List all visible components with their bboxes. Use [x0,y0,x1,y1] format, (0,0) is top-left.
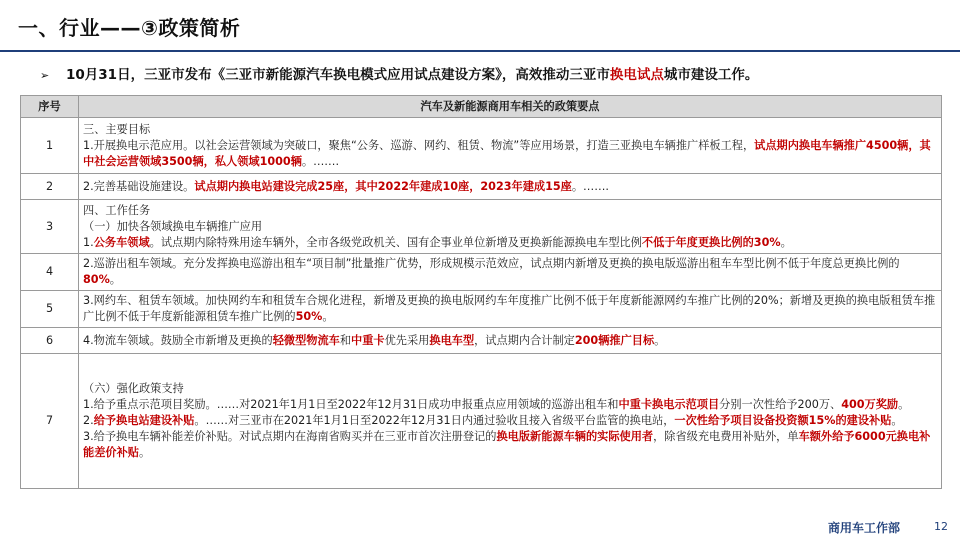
highlight-text: 中重卡 [351,333,385,347]
table-row [21,200,942,254]
row-content: 三、主要目标 1.开展换电示范应用。以社会运营领域为突破口，聚焦“公务、巡游、网约、租赁、物流”等应用场景，打造三亚换电车辆推广样板工程，试点期内换电车辆推广4500辆，其中社会运营领域3500辆，私人领域1000辆。……. [79,118,942,174]
row-number: 3 [21,200,79,254]
highlight-text: 试点期内换电站建设完成25座，其中2022年建成10座，2023年建成15座 [194,179,572,193]
highlight-text: 试点期内换电车辆推广4500辆，其中社会运营领域3500辆，私人领域1000辆 [83,138,931,168]
row-number: 2 [21,174,79,200]
highlight-text: 50% [295,310,323,323]
row-number: 1 [21,118,79,174]
table-header-row [21,96,942,118]
subsection-heading: （一）加快各领域换电车辆推广应用 [83,219,263,233]
row-number: 4 [21,254,79,291]
title-divider [0,50,960,52]
highlight-text: 换电版新能源车辆的实际使用者 [496,430,654,443]
subsection-heading: （六）强化政策支持 [83,382,184,395]
table-row [21,291,942,328]
row-content: 4.物流车领域。鼓励全市新增及更换的轻微型物流车和中重卡优先采用换电车型，试点期内合计制定200辆推广目标。 [79,328,942,354]
section-heading: 四、工作任务 [83,203,151,217]
row-content: 2.完善基础设施建设。试点期内换电站建设完成25座，其中2022年建成10座，2023年建成15座。……. [79,174,942,200]
highlight-text: 400万奖励 [841,398,899,411]
table-row [21,354,942,489]
header-no: 序号 [21,96,79,118]
bullet-arrow-icon: ➢ [40,69,50,82]
page-title: 一、行业——③政策简析 [18,16,241,40]
table-row [21,254,942,291]
headline-text: 10月31日，三亚市发布《三亚市新能源汽车换电模式应用试点建设方案》，高效推动三亚市 [66,67,610,83]
row-content: 3.网约车、租赁车领域。加快网约车和租赁车合规化进程，新增及更换的换电版网约车年度推广比例不低于年度新能源网约车推广比例的20%；新增及更换的换电版租赁车推广比例不低于年度新能源租赁车推广比例的50%。 [79,291,942,328]
row-content: 四、工作任务 （一）加快各领域换电车辆推广应用 1.公务车领域。试点期内除特殊用途车辆外，全市各级党政机关、国有企事业单位新增及更换新能源换电车型比例不低于年度更换比例的30%。 [79,200,942,254]
highlight-text: 公务车领域 [93,235,150,249]
headline-highlight: 换电试点 [609,67,664,83]
header-policy: 汽车及新能源商用车相关的政策要点 [79,96,942,118]
highlight-text: 200辆推广目标 [574,333,655,347]
row-content: （六）强化政策支持 1.给予重点示范项目奖励。……对2021年1月1日至2022年12月31日成功申报重点应用领域的巡游出租车和中重卡换电示范项目分别一次性给予200万、400万奖励。 2.给予换电站建设补贴。……对三亚市在2021年1月1日至2022年12月31日内通过验收且接入省级平台监管的换电站，一次性给予项目设备投资额15%的建设补贴。 3.给予换电车辆补能差价补贴。对试点期内在海南省购买并在三亚市首次注册登记的换电版新能源车辆的实际使用者，除省级充电费用补贴外，单车额外给予6000元换电补能差价补贴。 [79,354,942,489]
highlight-text: 中重卡换电示范项目 [618,398,720,411]
highlight-text: 车额外给予6000元换电补能差价补贴 [83,430,931,459]
headline [40,63,758,83]
page-number: 12 [934,520,948,533]
headline-text-end: 城市建设工作。 [663,67,759,83]
footer-department: 商用车工作部 [827,521,900,535]
highlight-text: 一次性给予项目设备投资额15%的建设补贴 [674,414,892,427]
row-number: 5 [21,291,79,328]
row-number: 6 [21,328,79,354]
table-row [21,174,942,200]
highlight-text: 换电车型 [429,333,475,347]
highlight-text: 80% [83,273,110,286]
policy-table [20,95,942,489]
row-content: 2.巡游出租车领域。充分发挥换电巡游出租车“项目制”批量推广优势，形成规模示范效应，试点期内新增及更换的换电版巡游出租车车型比例不低于年度总更换比例的80%。 [79,254,942,291]
highlight-text: 不低于年度更换比例的30% [641,235,781,249]
table-row [21,118,942,174]
highlight-text: 给予换电站建设补贴 [93,414,195,427]
highlight-text: 轻微型物流车 [272,333,340,347]
section-heading: 三、主要目标 [83,122,151,136]
row-number: 7 [21,354,79,489]
table-row [21,328,942,354]
